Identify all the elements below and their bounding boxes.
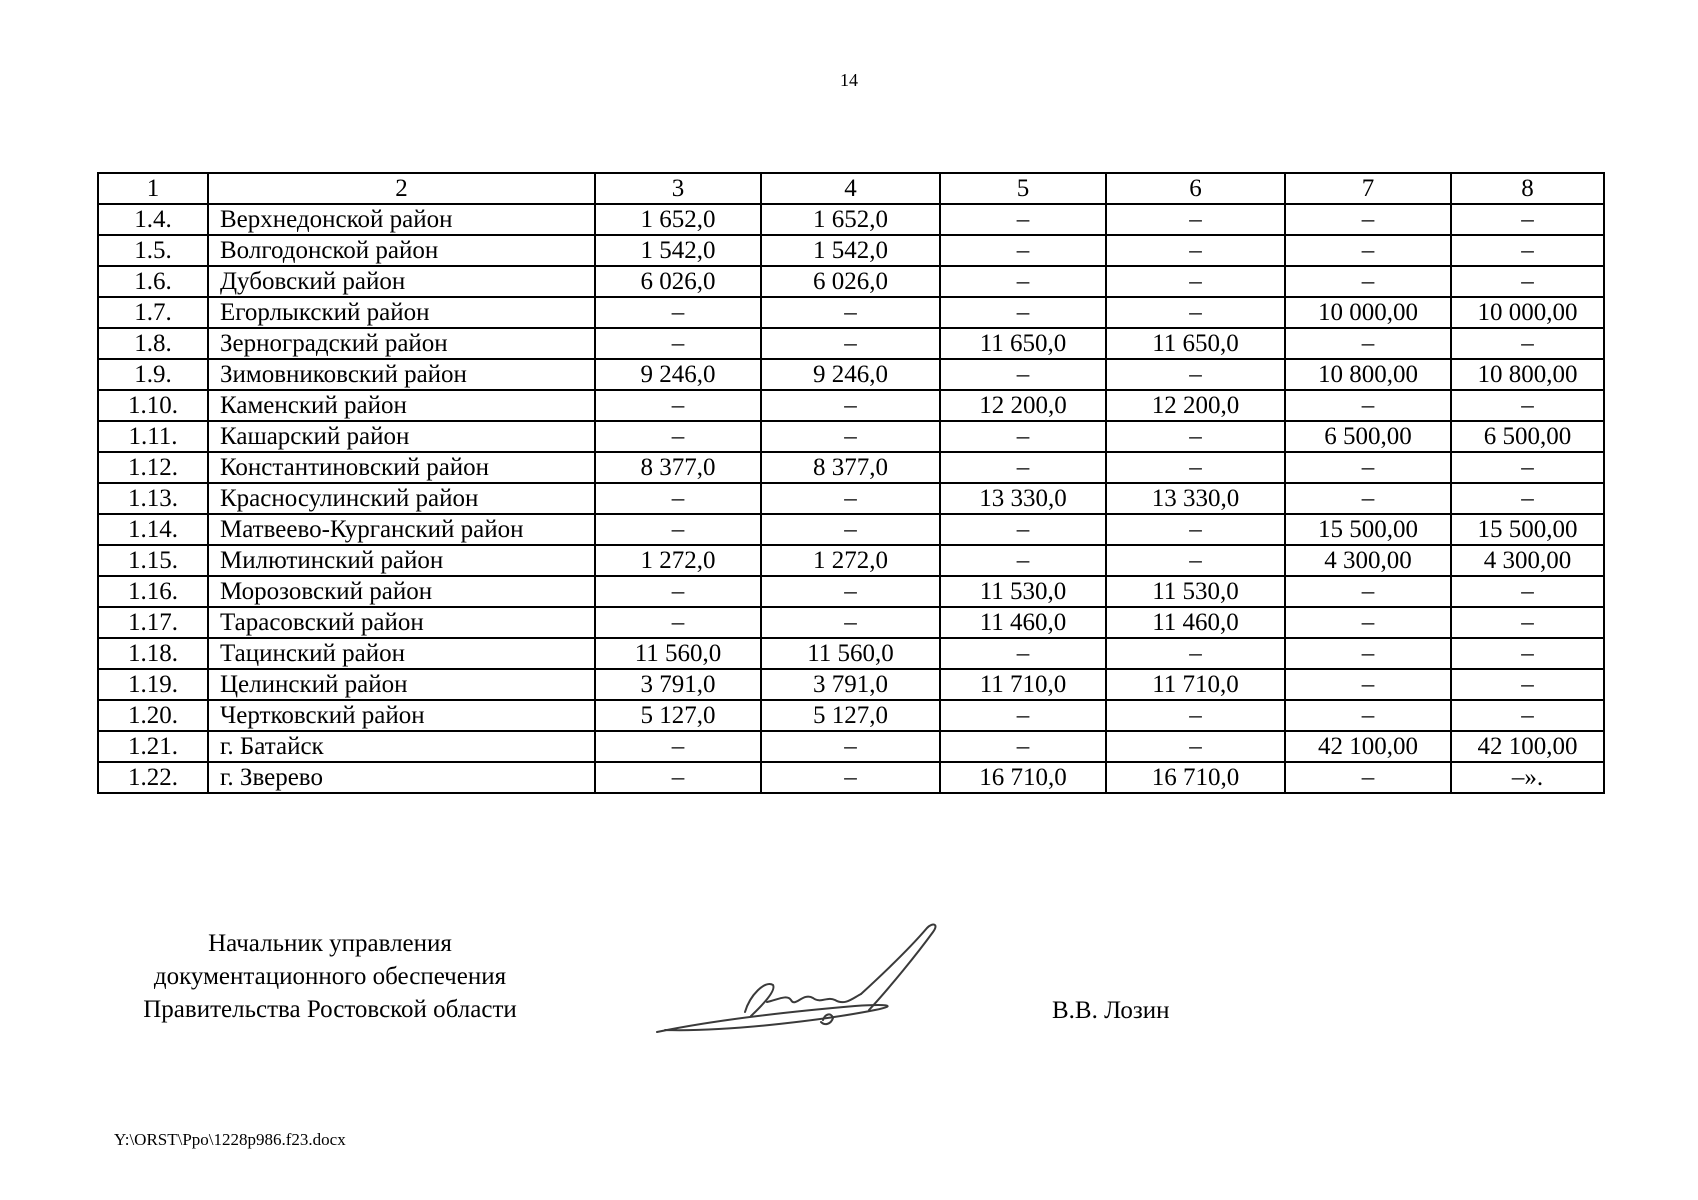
district-name-cell: Каменский район [208, 390, 595, 421]
table-row [98, 390, 1604, 421]
table-header-row [98, 173, 1604, 204]
value-cell: – [595, 390, 761, 421]
value-cell: – [940, 266, 1106, 297]
value-cell: – [1106, 235, 1285, 266]
value-cell: 16 710,0 [1106, 762, 1285, 793]
value-cell: 11 650,0 [940, 328, 1106, 359]
value-cell: 5 127,0 [595, 700, 761, 731]
value-cell: – [1451, 638, 1604, 669]
district-name-cell: Константиновский район [208, 452, 595, 483]
header-cell: 4 [761, 173, 940, 204]
row-number-cell: 1.11. [98, 421, 208, 452]
header-cell: 2 [208, 173, 595, 204]
value-cell: – [1106, 638, 1285, 669]
value-cell: 15 500,00 [1451, 514, 1604, 545]
table-row [98, 452, 1604, 483]
value-cell: – [1451, 669, 1604, 700]
table-row [98, 421, 1604, 452]
value-cell: – [1106, 359, 1285, 390]
value-cell: – [761, 514, 940, 545]
value-cell: 6 500,00 [1285, 421, 1451, 452]
value-cell: – [1285, 700, 1451, 731]
header-cell: 6 [1106, 173, 1285, 204]
value-cell: – [1106, 266, 1285, 297]
file-path: Y:\ORST\Ppo\1228p986.f23.docx [114, 1130, 346, 1149]
value-cell: 11 530,0 [1106, 576, 1285, 607]
table-row [98, 731, 1604, 762]
value-cell: – [1106, 452, 1285, 483]
value-cell: – [1451, 204, 1604, 235]
table-row [98, 297, 1604, 328]
district-name-cell: г. Зверево [208, 762, 595, 793]
row-number-cell: 1.5. [98, 235, 208, 266]
value-cell: – [1106, 204, 1285, 235]
value-cell: 4 300,00 [1285, 545, 1451, 576]
value-cell: 11 560,0 [595, 638, 761, 669]
value-cell: – [595, 607, 761, 638]
value-cell: 15 500,00 [1285, 514, 1451, 545]
value-cell: – [595, 576, 761, 607]
value-cell: 10 000,00 [1451, 297, 1604, 328]
value-cell: – [761, 297, 940, 328]
district-name-cell: Красносулинский район [208, 483, 595, 514]
value-cell: – [940, 452, 1106, 483]
value-cell: 12 200,0 [1106, 390, 1285, 421]
value-cell: – [1285, 762, 1451, 793]
value-cell: 1 542,0 [595, 235, 761, 266]
value-cell: – [595, 421, 761, 452]
signatory-title [100, 927, 560, 1026]
value-cell: – [761, 328, 940, 359]
value-cell: – [761, 576, 940, 607]
row-number-cell: 1.18. [98, 638, 208, 669]
header-cell: 3 [595, 173, 761, 204]
header-cell: 1 [98, 173, 208, 204]
district-name-cell: Егорлыкский район [208, 297, 595, 328]
row-number-cell: 1.9. [98, 359, 208, 390]
value-cell: 8 377,0 [595, 452, 761, 483]
value-cell: – [1451, 452, 1604, 483]
table-row [98, 762, 1604, 793]
table-row [98, 328, 1604, 359]
value-cell: 3 791,0 [761, 669, 940, 700]
table-row [98, 638, 1604, 669]
table-row [98, 669, 1604, 700]
value-cell: 6 026,0 [595, 266, 761, 297]
value-cell: 3 791,0 [595, 669, 761, 700]
district-name-cell: Милютинский район [208, 545, 595, 576]
value-cell: – [1106, 297, 1285, 328]
value-cell: 11 710,0 [940, 669, 1106, 700]
data-table [97, 172, 1605, 794]
value-cell: – [1285, 235, 1451, 266]
district-name-cell: Зерноградский район [208, 328, 595, 359]
district-name-cell: Целинский район [208, 669, 595, 700]
table-row [98, 514, 1604, 545]
row-number-cell: 1.13. [98, 483, 208, 514]
table-row [98, 483, 1604, 514]
value-cell: 1 542,0 [761, 235, 940, 266]
value-cell: – [595, 762, 761, 793]
value-cell: – [1285, 452, 1451, 483]
row-number-cell: 1.10. [98, 390, 208, 421]
value-cell: – [1285, 638, 1451, 669]
value-cell: 13 330,0 [940, 483, 1106, 514]
value-cell: – [940, 731, 1106, 762]
value-cell: 13 330,0 [1106, 483, 1285, 514]
value-cell: – [940, 359, 1106, 390]
district-name-cell: Тарасовский район [208, 607, 595, 638]
value-cell: – [940, 514, 1106, 545]
table-row [98, 545, 1604, 576]
value-cell: – [1285, 607, 1451, 638]
value-cell: – [1451, 328, 1604, 359]
table-row [98, 204, 1604, 235]
signatory-title-line: документационного обеспечения [153, 963, 507, 990]
value-cell: – [761, 607, 940, 638]
district-name-cell: Чертковский район [208, 700, 595, 731]
signatory-name: В.В. Лозин [1052, 997, 1170, 1024]
value-cell: – [1285, 576, 1451, 607]
value-cell: 8 377,0 [761, 452, 940, 483]
value-cell: – [1106, 700, 1285, 731]
row-number-cell: 1.20. [98, 700, 208, 731]
value-cell: – [1106, 514, 1285, 545]
district-name-cell: Матвеево-Курганский район [208, 514, 595, 545]
value-cell: – [761, 421, 940, 452]
row-number-cell: 1.8. [98, 328, 208, 359]
value-cell: – [940, 700, 1106, 731]
row-number-cell: 1.16. [98, 576, 208, 607]
row-number-cell: 1.19. [98, 669, 208, 700]
value-cell: 9 246,0 [595, 359, 761, 390]
value-cell: – [761, 731, 940, 762]
value-cell: – [761, 762, 940, 793]
table-row [98, 607, 1604, 638]
row-number-cell: 1.21. [98, 731, 208, 762]
value-cell: – [595, 297, 761, 328]
district-name-cell: Дубовский район [208, 266, 595, 297]
district-name-cell: Верхнедонской район [208, 204, 595, 235]
page-number: 14 [840, 70, 858, 90]
value-cell: 11 460,0 [940, 607, 1106, 638]
signatory-title-line: Правительства Ростовской области [143, 996, 517, 1023]
value-cell: – [1451, 235, 1604, 266]
row-number-cell: 1.12. [98, 452, 208, 483]
value-cell: 6 026,0 [761, 266, 940, 297]
value-cell: – [595, 731, 761, 762]
value-cell: – [940, 204, 1106, 235]
value-cell: – [1285, 266, 1451, 297]
value-cell: – [940, 638, 1106, 669]
signatory-title-line: Начальник управления [208, 930, 452, 957]
value-cell: 9 246,0 [761, 359, 940, 390]
value-cell: – [761, 483, 940, 514]
value-cell: – [1451, 700, 1604, 731]
value-cell: – [1451, 576, 1604, 607]
table-row [98, 235, 1604, 266]
value-cell: 12 200,0 [940, 390, 1106, 421]
table-body [98, 173, 1604, 793]
value-cell: 10 000,00 [1285, 297, 1451, 328]
row-number-cell: 1.7. [98, 297, 208, 328]
value-cell: – [595, 483, 761, 514]
table-row [98, 576, 1604, 607]
value-cell: – [1106, 731, 1285, 762]
value-cell: – [595, 514, 761, 545]
table-row [98, 266, 1604, 297]
table-row [98, 359, 1604, 390]
value-cell: 10 800,00 [1285, 359, 1451, 390]
row-number-cell: 1.22. [98, 762, 208, 793]
value-cell: 11 460,0 [1106, 607, 1285, 638]
value-cell: 5 127,0 [761, 700, 940, 731]
value-cell: – [940, 297, 1106, 328]
value-cell: – [1451, 390, 1604, 421]
value-cell: 4 300,00 [1451, 545, 1604, 576]
table-row [98, 700, 1604, 731]
value-cell: –». [1451, 762, 1604, 793]
row-number-cell: 1.17. [98, 607, 208, 638]
row-number-cell: 1.4. [98, 204, 208, 235]
district-name-cell: Зимовниковский район [208, 359, 595, 390]
value-cell: – [1451, 483, 1604, 514]
value-cell: 10 800,00 [1451, 359, 1604, 390]
value-cell: – [940, 421, 1106, 452]
value-cell: 1 272,0 [595, 545, 761, 576]
value-cell: 16 710,0 [940, 762, 1106, 793]
value-cell: 1 652,0 [595, 204, 761, 235]
value-cell: – [1285, 483, 1451, 514]
value-cell: – [1106, 421, 1285, 452]
value-cell: 11 710,0 [1106, 669, 1285, 700]
district-name-cell: г. Батайск [208, 731, 595, 762]
district-name-cell: Кашарский район [208, 421, 595, 452]
row-number-cell: 1.6. [98, 266, 208, 297]
row-number-cell: 1.14. [98, 514, 208, 545]
value-cell: 1 652,0 [761, 204, 940, 235]
value-cell: – [1451, 266, 1604, 297]
district-name-cell: Тацинский район [208, 638, 595, 669]
value-cell: 42 100,00 [1451, 731, 1604, 762]
header-cell: 8 [1451, 173, 1604, 204]
value-cell: 11 650,0 [1106, 328, 1285, 359]
value-cell: – [1285, 669, 1451, 700]
value-cell: – [761, 390, 940, 421]
value-cell: 6 500,00 [1451, 421, 1604, 452]
value-cell: – [1285, 204, 1451, 235]
header-cell: 7 [1285, 173, 1451, 204]
row-number-cell: 1.15. [98, 545, 208, 576]
header-cell: 5 [940, 173, 1106, 204]
value-cell: – [940, 235, 1106, 266]
handwritten-signature [655, 920, 945, 1040]
value-cell: – [940, 545, 1106, 576]
district-name-cell: Морозовский район [208, 576, 595, 607]
district-name-cell: Волгодонской район [208, 235, 595, 266]
value-cell: – [1451, 607, 1604, 638]
value-cell: – [1285, 328, 1451, 359]
value-cell: – [1285, 390, 1451, 421]
value-cell: 11 530,0 [940, 576, 1106, 607]
value-cell: – [1106, 545, 1285, 576]
value-cell: 42 100,00 [1285, 731, 1451, 762]
value-cell: 11 560,0 [761, 638, 940, 669]
value-cell: – [595, 328, 761, 359]
value-cell: 1 272,0 [761, 545, 940, 576]
